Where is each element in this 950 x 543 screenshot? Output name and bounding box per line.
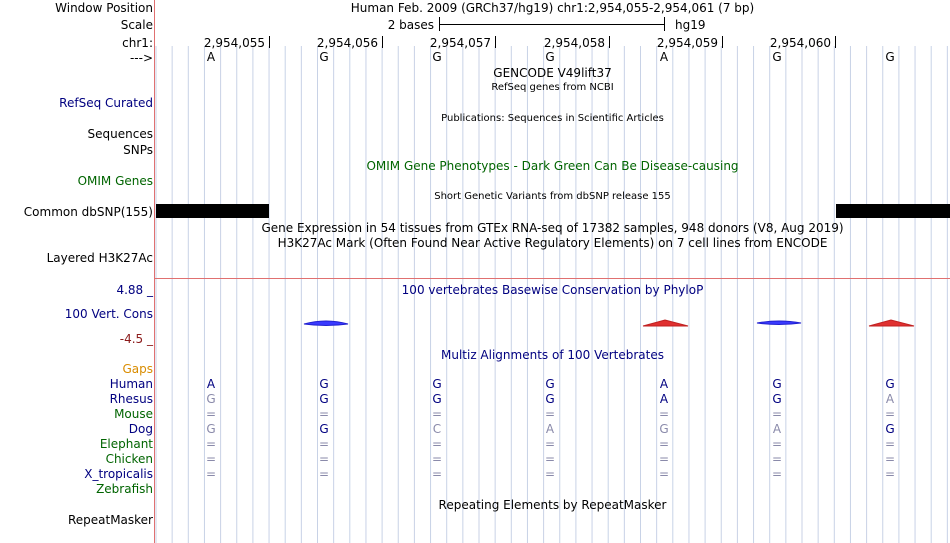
h3k27ac-track-title[interactable]: H3K27Ac Mark (Often Found Near Active Regulatory Elements) on 7 cell lines from ENCODE <box>277 236 828 250</box>
alignment-base: A <box>545 422 555 436</box>
alignment-base: G <box>545 392 555 406</box>
species-label-rhesus[interactable]: Rhesus <box>109 392 153 406</box>
alignment-base: = <box>318 467 330 481</box>
gtex-track-title[interactable]: Gene Expression in 54 tissues from GTEx RNA-seq of 17382 samples, 948 donors (V8, Aug 2019) <box>261 221 844 235</box>
alignment-base: = <box>658 437 670 451</box>
strand-label: ---> <box>129 51 153 65</box>
base-letter: G <box>545 50 555 64</box>
species-label-chicken[interactable]: Chicken <box>105 452 153 466</box>
alignment-base: = <box>205 452 217 466</box>
alignment-base: = <box>771 452 783 466</box>
alignment-base: A <box>885 392 895 406</box>
alignment-base: = <box>318 437 330 451</box>
alignment-base: G <box>432 392 442 406</box>
species-label-human[interactable]: Human <box>109 377 153 391</box>
alignment-base: G <box>206 422 216 436</box>
cons-track-title[interactable]: 100 vertebrates Basewise Conservation by PhyloP <box>401 283 704 297</box>
h3k27ac-track-label[interactable]: Layered H3K27Ac <box>46 251 153 265</box>
alignment-base: = <box>771 437 783 451</box>
base-letter: G <box>885 50 895 64</box>
species-label-x_tropicalis[interactable]: X_tropicalis <box>84 467 153 481</box>
repeatmasker-track-label[interactable]: RepeatMasker <box>67 513 153 527</box>
alignment-base: = <box>658 467 670 481</box>
alignment-base: = <box>544 452 556 466</box>
base-letter: A <box>206 50 216 64</box>
species-label-dog[interactable]: Dog <box>128 422 153 436</box>
alignment-base: = <box>431 437 443 451</box>
multiz-track-title[interactable]: Multiz Alignments of 100 Vertebrates <box>440 348 665 362</box>
species-label-zebrafish[interactable]: Zebrafish <box>96 482 153 496</box>
alignment-base: G <box>319 377 329 391</box>
gencode-track-title[interactable]: GENCODE V49lift37 <box>493 66 612 80</box>
alignment-base: G <box>772 377 782 391</box>
alignment-base: = <box>318 452 330 466</box>
repeatmasker-track-title[interactable]: Repeating Elements by RepeatMasker <box>438 498 667 512</box>
position-text: Human Feb. 2009 (GRCh37/hg19) chr1:2,954,055-2,954,061 (7 bp) <box>350 1 755 15</box>
alignment-base: = <box>884 467 896 481</box>
ruler-tick-label: 2,954,058 <box>543 36 605 50</box>
cons-track-label[interactable]: 100 Vert. Cons <box>64 307 153 321</box>
alignment-base: G <box>432 377 442 391</box>
alignment-base: G <box>319 422 329 436</box>
scale-label: Scale <box>120 18 153 32</box>
alignment-base: C <box>432 422 442 436</box>
ruler-tick-label: 2,954,060 <box>769 36 831 50</box>
cons-peak-1 <box>304 321 348 326</box>
dbsnp-track-title[interactable]: Short Genetic Variants from dbSNP release 155 <box>434 191 671 202</box>
alignment-base: = <box>431 467 443 481</box>
omim-track-title[interactable]: OMIM Gene Phenotypes - Dark Green Can Be Disease-causing <box>366 159 739 173</box>
chrom-label: chr1: <box>122 36 153 50</box>
alignment-base: = <box>544 407 556 421</box>
base-letter: G <box>772 50 782 64</box>
alignment-base: = <box>431 452 443 466</box>
alignment-base: = <box>318 407 330 421</box>
cons-min-value: -4.5 _ <box>119 332 153 346</box>
base-letter: G <box>319 50 329 64</box>
cons-max-value: 4.88 _ <box>116 283 153 297</box>
alignment-base: = <box>205 437 217 451</box>
alignment-base: = <box>658 452 670 466</box>
dbsnp-track-label[interactable]: Common dbSNP(155) <box>23 205 153 219</box>
alignment-base: G <box>319 392 329 406</box>
alignment-base: A <box>659 392 669 406</box>
alignment-base: = <box>544 467 556 481</box>
ruler-tick-label: 2,954,057 <box>429 36 491 50</box>
alignment-base: A <box>772 422 782 436</box>
alignment-base: = <box>884 437 896 451</box>
alignment-base: = <box>205 467 217 481</box>
alignment-base: A <box>659 377 669 391</box>
sequences-track-label[interactable]: Sequences <box>87 127 153 141</box>
alignment-base: = <box>431 407 443 421</box>
alignment-base: = <box>771 467 783 481</box>
alignment-base: G <box>659 422 669 436</box>
base-letter: A <box>659 50 669 64</box>
ruler-tick-label: 2,954,059 <box>656 36 718 50</box>
window-position-label: Window Position <box>55 1 153 15</box>
alignment-base: = <box>205 407 217 421</box>
assembly-label: hg19 <box>675 18 706 32</box>
refseq-subtitle: RefSeq genes from NCBI <box>491 82 614 93</box>
cons-peak-2 <box>643 320 688 326</box>
snps-track-label[interactable]: SNPs <box>123 143 153 157</box>
track-frame-line <box>154 0 155 543</box>
cons-peak-3 <box>757 321 801 325</box>
alignment-base: = <box>544 437 556 451</box>
alignment-base: G <box>772 392 782 406</box>
alignment-base: G <box>885 422 895 436</box>
alignment-base: G <box>545 377 555 391</box>
alignment-base: = <box>658 407 670 421</box>
alignment-base: = <box>771 407 783 421</box>
ruler-tick-label: 2,954,056 <box>316 36 378 50</box>
species-label-mouse[interactable]: Mouse <box>114 407 153 421</box>
alignment-base: G <box>885 377 895 391</box>
alignment-base: G <box>206 392 216 406</box>
alignment-base: = <box>884 407 896 421</box>
publications-track-title[interactable]: Publications: Sequences in Scientific Articles <box>441 113 664 124</box>
ruler-tick-label: 2,954,055 <box>203 36 265 50</box>
scale-text: 2 bases <box>387 18 434 32</box>
cons-peak-4 <box>869 320 914 326</box>
species-label-elephant[interactable]: Elephant <box>99 437 153 451</box>
gaps-track-label[interactable]: Gaps <box>122 362 153 376</box>
base-letter: G <box>432 50 442 64</box>
refseq-track-label[interactable]: RefSeq Curated <box>59 96 153 110</box>
alignment-base: A <box>206 377 216 391</box>
omim-track-label[interactable]: OMIM Genes <box>77 174 153 188</box>
alignment-base: = <box>884 452 896 466</box>
